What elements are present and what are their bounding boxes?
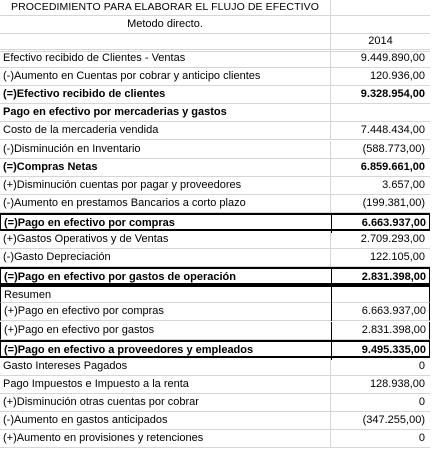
table-row xyxy=(0,86,430,104)
empty-cell[interactable] xyxy=(0,30,331,50)
table-row xyxy=(0,122,430,140)
title-row xyxy=(0,0,430,16)
row-value[interactable]: 6.663.937,00 xyxy=(361,305,426,318)
report-title[interactable]: PROCEDIMIENTO PARA ELABORAR EL FLUJO DE EFECTIVO xyxy=(0,0,331,16)
table-row xyxy=(0,104,430,122)
table-row xyxy=(0,285,430,303)
row-value[interactable] xyxy=(331,104,430,122)
year-header[interactable]: 2014 xyxy=(368,35,393,47)
table-row xyxy=(0,430,430,448)
row-label[interactable]: (+)Pago en efectivo por gastos xyxy=(1,322,332,340)
row-value[interactable]: 0 xyxy=(418,395,425,408)
row-value[interactable]: (588.773,00) xyxy=(362,142,425,155)
row-value[interactable]: 2.709.293,00 xyxy=(360,233,425,245)
row-value[interactable]: 9.328.954,00 xyxy=(360,88,425,101)
row-label[interactable]: (=)Compras Netas xyxy=(0,159,331,177)
table-row xyxy=(0,213,430,231)
year-header-row xyxy=(0,30,430,50)
row-value[interactable]: 9.449.890,00 xyxy=(360,52,425,64)
table-row xyxy=(0,68,430,86)
row-value[interactable]: 6.859.661,00 xyxy=(360,160,425,173)
table-row xyxy=(0,358,430,376)
table-row xyxy=(0,394,430,412)
row-label[interactable]: (+)Pago en efectivo por compras xyxy=(1,303,332,321)
row-label[interactable]: (+)Gastos Operativos y de Ventas xyxy=(0,231,331,249)
table-row xyxy=(0,231,430,249)
table-row xyxy=(0,159,430,177)
table-row xyxy=(0,141,430,159)
row-label[interactable]: Efectivo recibido de Clientes - Ventas xyxy=(0,50,331,68)
table-row xyxy=(0,376,430,394)
row-label[interactable]: (=)Efectivo recibido de clientes xyxy=(0,86,331,104)
row-value[interactable]: 120.936,00 xyxy=(369,70,425,83)
row-value[interactable]: 9.495.335,00 xyxy=(361,343,426,356)
row-label[interactable]: (=)Pago en efectivo por compras xyxy=(1,215,332,233)
row-value[interactable]: (199.381,00) xyxy=(362,196,425,209)
row-label[interactable]: Gasto Intereses Pagados xyxy=(0,358,331,376)
row-value[interactable]: 6.663.937,00 xyxy=(361,216,426,229)
row-label[interactable]: (-)Gasto Depreciación xyxy=(0,249,331,267)
row-label[interactable]: (=)Pago en efectivo a proveedores y empleados xyxy=(1,342,332,360)
row-value[interactable]: 2.831.398,00 xyxy=(361,271,426,284)
row-value[interactable]: 122.105,00 xyxy=(369,251,425,264)
row-value[interactable]: 0 xyxy=(418,359,425,372)
empty-cell[interactable] xyxy=(331,0,430,16)
report-subtitle[interactable]: Metodo directo. xyxy=(0,16,331,34)
row-label[interactable]: (+)Disminución cuentas por pagar y proveedores xyxy=(0,177,331,195)
table-row xyxy=(0,303,430,321)
table-row xyxy=(0,412,430,430)
table-row xyxy=(0,340,430,358)
row-label[interactable]: (=)Pago en efectivo por gastos de operación xyxy=(1,269,332,287)
row-value[interactable]: 2.831.398,00 xyxy=(361,323,426,336)
row-value[interactable]: 0 xyxy=(418,432,425,445)
row-label[interactable]: Pago en efectivo por mercaderias y gastos xyxy=(0,104,331,122)
row-label[interactable]: Pago Impuestos e Impuesto a la renta xyxy=(0,376,331,394)
row-label[interactable]: (-)Aumento en gastos anticipados xyxy=(0,412,331,430)
row-label[interactable]: Costo de la mercaderia vendida xyxy=(0,122,331,140)
row-value[interactable]: 7.448.434,00 xyxy=(360,124,425,137)
table-row xyxy=(0,50,430,68)
row-label[interactable]: (+)Aumento en provisiones y retenciones xyxy=(0,430,331,448)
row-label[interactable]: (+)Disminución otras cuentas por cobrar xyxy=(0,394,331,412)
table-row xyxy=(0,195,430,213)
row-label[interactable]: (-)Aumento en prestamos Bancarios a corto plazo xyxy=(0,195,331,213)
table-row xyxy=(0,177,430,195)
table-row xyxy=(0,249,430,267)
row-value[interactable]: 128.938,00 xyxy=(369,377,425,390)
table-row xyxy=(0,267,430,285)
row-value[interactable]: (347.255,00) xyxy=(362,414,425,426)
row-label[interactable]: (-)Disminución en Inventario xyxy=(0,141,331,159)
row-label[interactable]: (-)Aumento en Cuentas por cobrar y anticipo clientes xyxy=(0,68,331,86)
table-row xyxy=(0,322,430,340)
row-value[interactable]: 3.657,00 xyxy=(382,178,425,191)
row-label[interactable]: Resumen xyxy=(1,287,332,305)
